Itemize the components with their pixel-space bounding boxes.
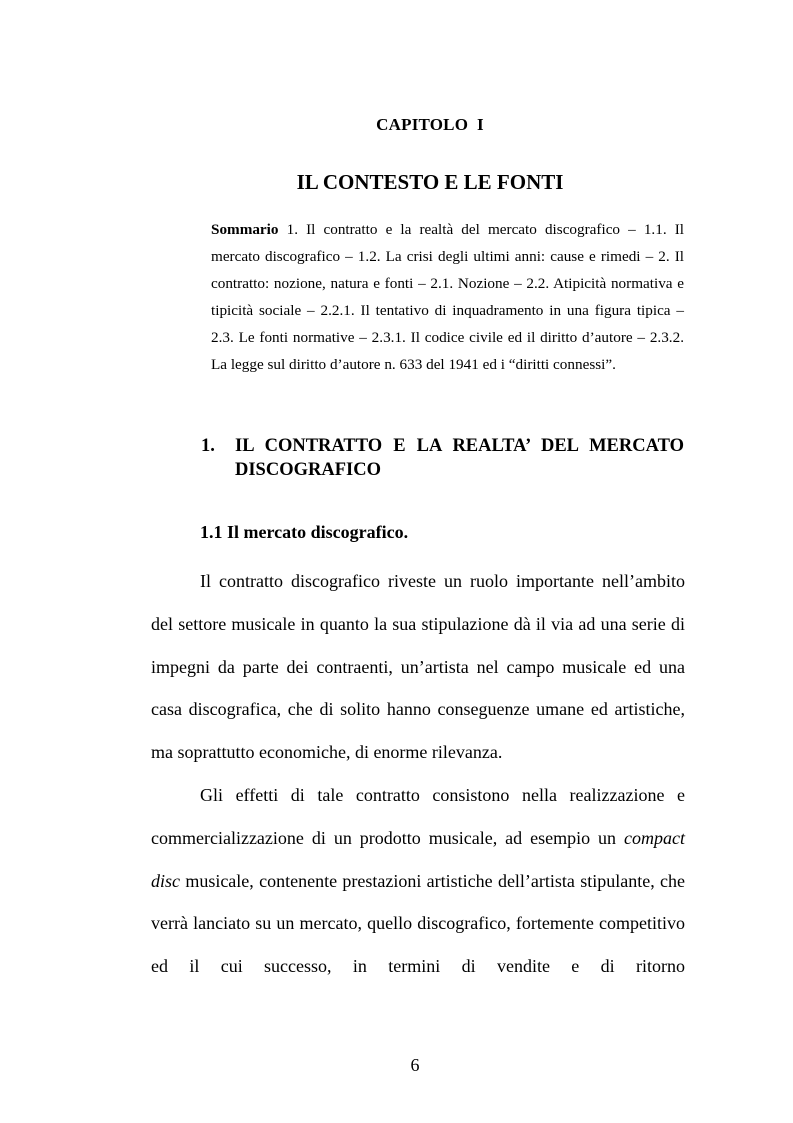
chapter-title: IL CONTESTO E LE FONTI <box>296 170 564 194</box>
summary-text: 1. Il contratto e la realtà del mercato discografico – 1.1. Il mercato discografico – 1.2. La crisi degli ultimi anni: cause e rimedi – 2. Il contratto: nozione, natura e fonti – 2.1. Nozione – 2.2. Atipicità normativa e tipicità sociale – 2.2.1. Il tentativo di inquadramento in una figura tipica – 2.3. Le fonti normative – 2.3.1. Il codice civile ed il diritto d’autore – 2.3.2. La legge sul diritto d’autore n. 633 del 1941 ed i “diritti connessi”. <box>211 221 684 373</box>
page-number: 6 <box>410 1055 420 1075</box>
section-number: 1. <box>201 436 215 456</box>
section-title: IL CONTRATTO E LA REALTA’ DEL MERCATO DISCOGRAFICO <box>235 436 684 480</box>
body-paragraph-1: Il contratto discografico riveste un ruolo importante nell’ambito del settore musicale in quanto la sua stipulazione dà il via ad una serie di impegni da parte dei contraenti, un’artista nel campo musicale ed una casa discografica, che di solito hanno conseguenze umane ed artistiche, ma soprattutto economiche, di enorme rilevanza. <box>151 571 685 763</box>
body-paragraph-2-italic: compact disc <box>151 827 685 891</box>
body-paragraph-2-start: Gli effetti di tale contratto consistono nella realizzazione e commercializzazione di un prodotto musicale, ad esempio un <box>151 784 685 848</box>
chapter-summary <box>211 216 684 378</box>
chapter-label: CAPITOLO I <box>376 115 484 134</box>
subsection-heading: 1.1 Il mercato discografico. <box>200 522 409 542</box>
body-text <box>151 560 685 988</box>
body-paragraph-2 <box>151 774 685 988</box>
body-paragraph-2-end: musicale, contenente prestazioni artistiche dell’artista stipulante, che verrà lanciato su un mercato, quello discografico, fortemente competitivo ed il cui successo, in termini di vendite e di ritorno <box>151 870 685 977</box>
summary-lead: Sommario <box>211 221 279 238</box>
